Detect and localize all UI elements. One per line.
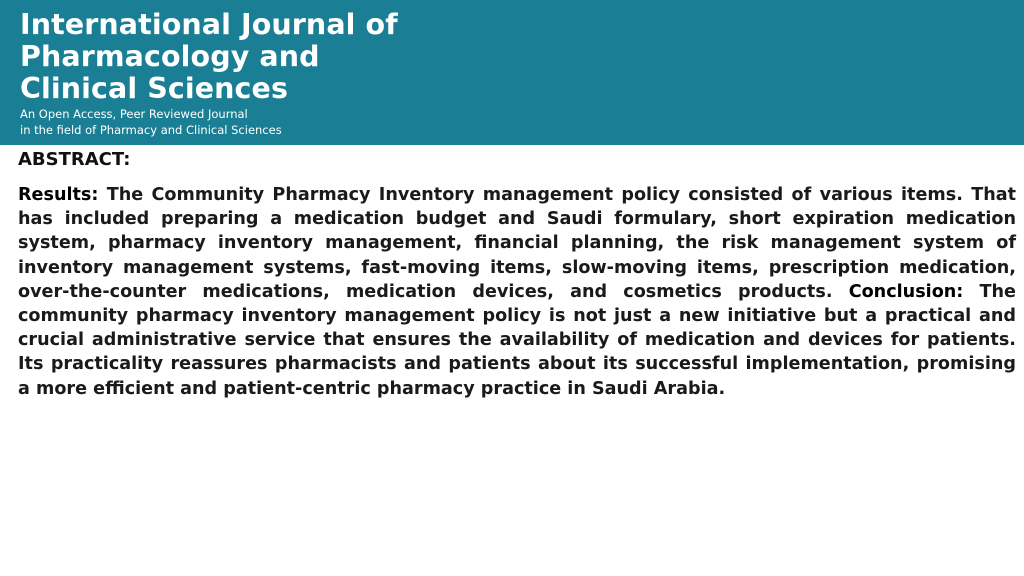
journal-subtitle-line: in the field of Pharmacy and Clinical Sciences (20, 123, 282, 137)
abstract-heading: ABSTRACT: (18, 149, 131, 170)
journal-title-line: Pharmacology and (20, 40, 320, 73)
journal-title (20, 9, 398, 105)
conclusion-label: Conclusion: (848, 281, 964, 302)
journal-banner (0, 0, 1024, 145)
journal-subtitle-line: An Open Access, Peer Reviewed Journal (20, 107, 248, 121)
journal-title-line: Clinical Sciences (20, 72, 289, 105)
abstract-body (18, 183, 1016, 401)
journal-title-line: International Journal of (20, 8, 398, 41)
results-label: Results: (18, 185, 99, 205)
results-text: The Community Pharmacy Inventory management policy consisted of various items. That has included preparing a medication budget and Saudi formulary, short expiration medication system, pharmacy inventory management, financial planning, the risk management system of inventory management systems, fast-moving items, slow-moving items, prescription medication, over-the-counter medications, medication devices, and cosmetics products. (18, 185, 1016, 302)
conclusion-text: The community pharmacy inventory management policy is not just a new initiative but a practical and crucial administrative service that ensures the availability of medication and devices for patients. Its practicality reassures pharmacists and patients about its successful implementation, promising a more efficient and patient-centric pharmacy practice in Saudi Arabia. (18, 281, 1016, 399)
journal-subtitle (20, 106, 282, 138)
